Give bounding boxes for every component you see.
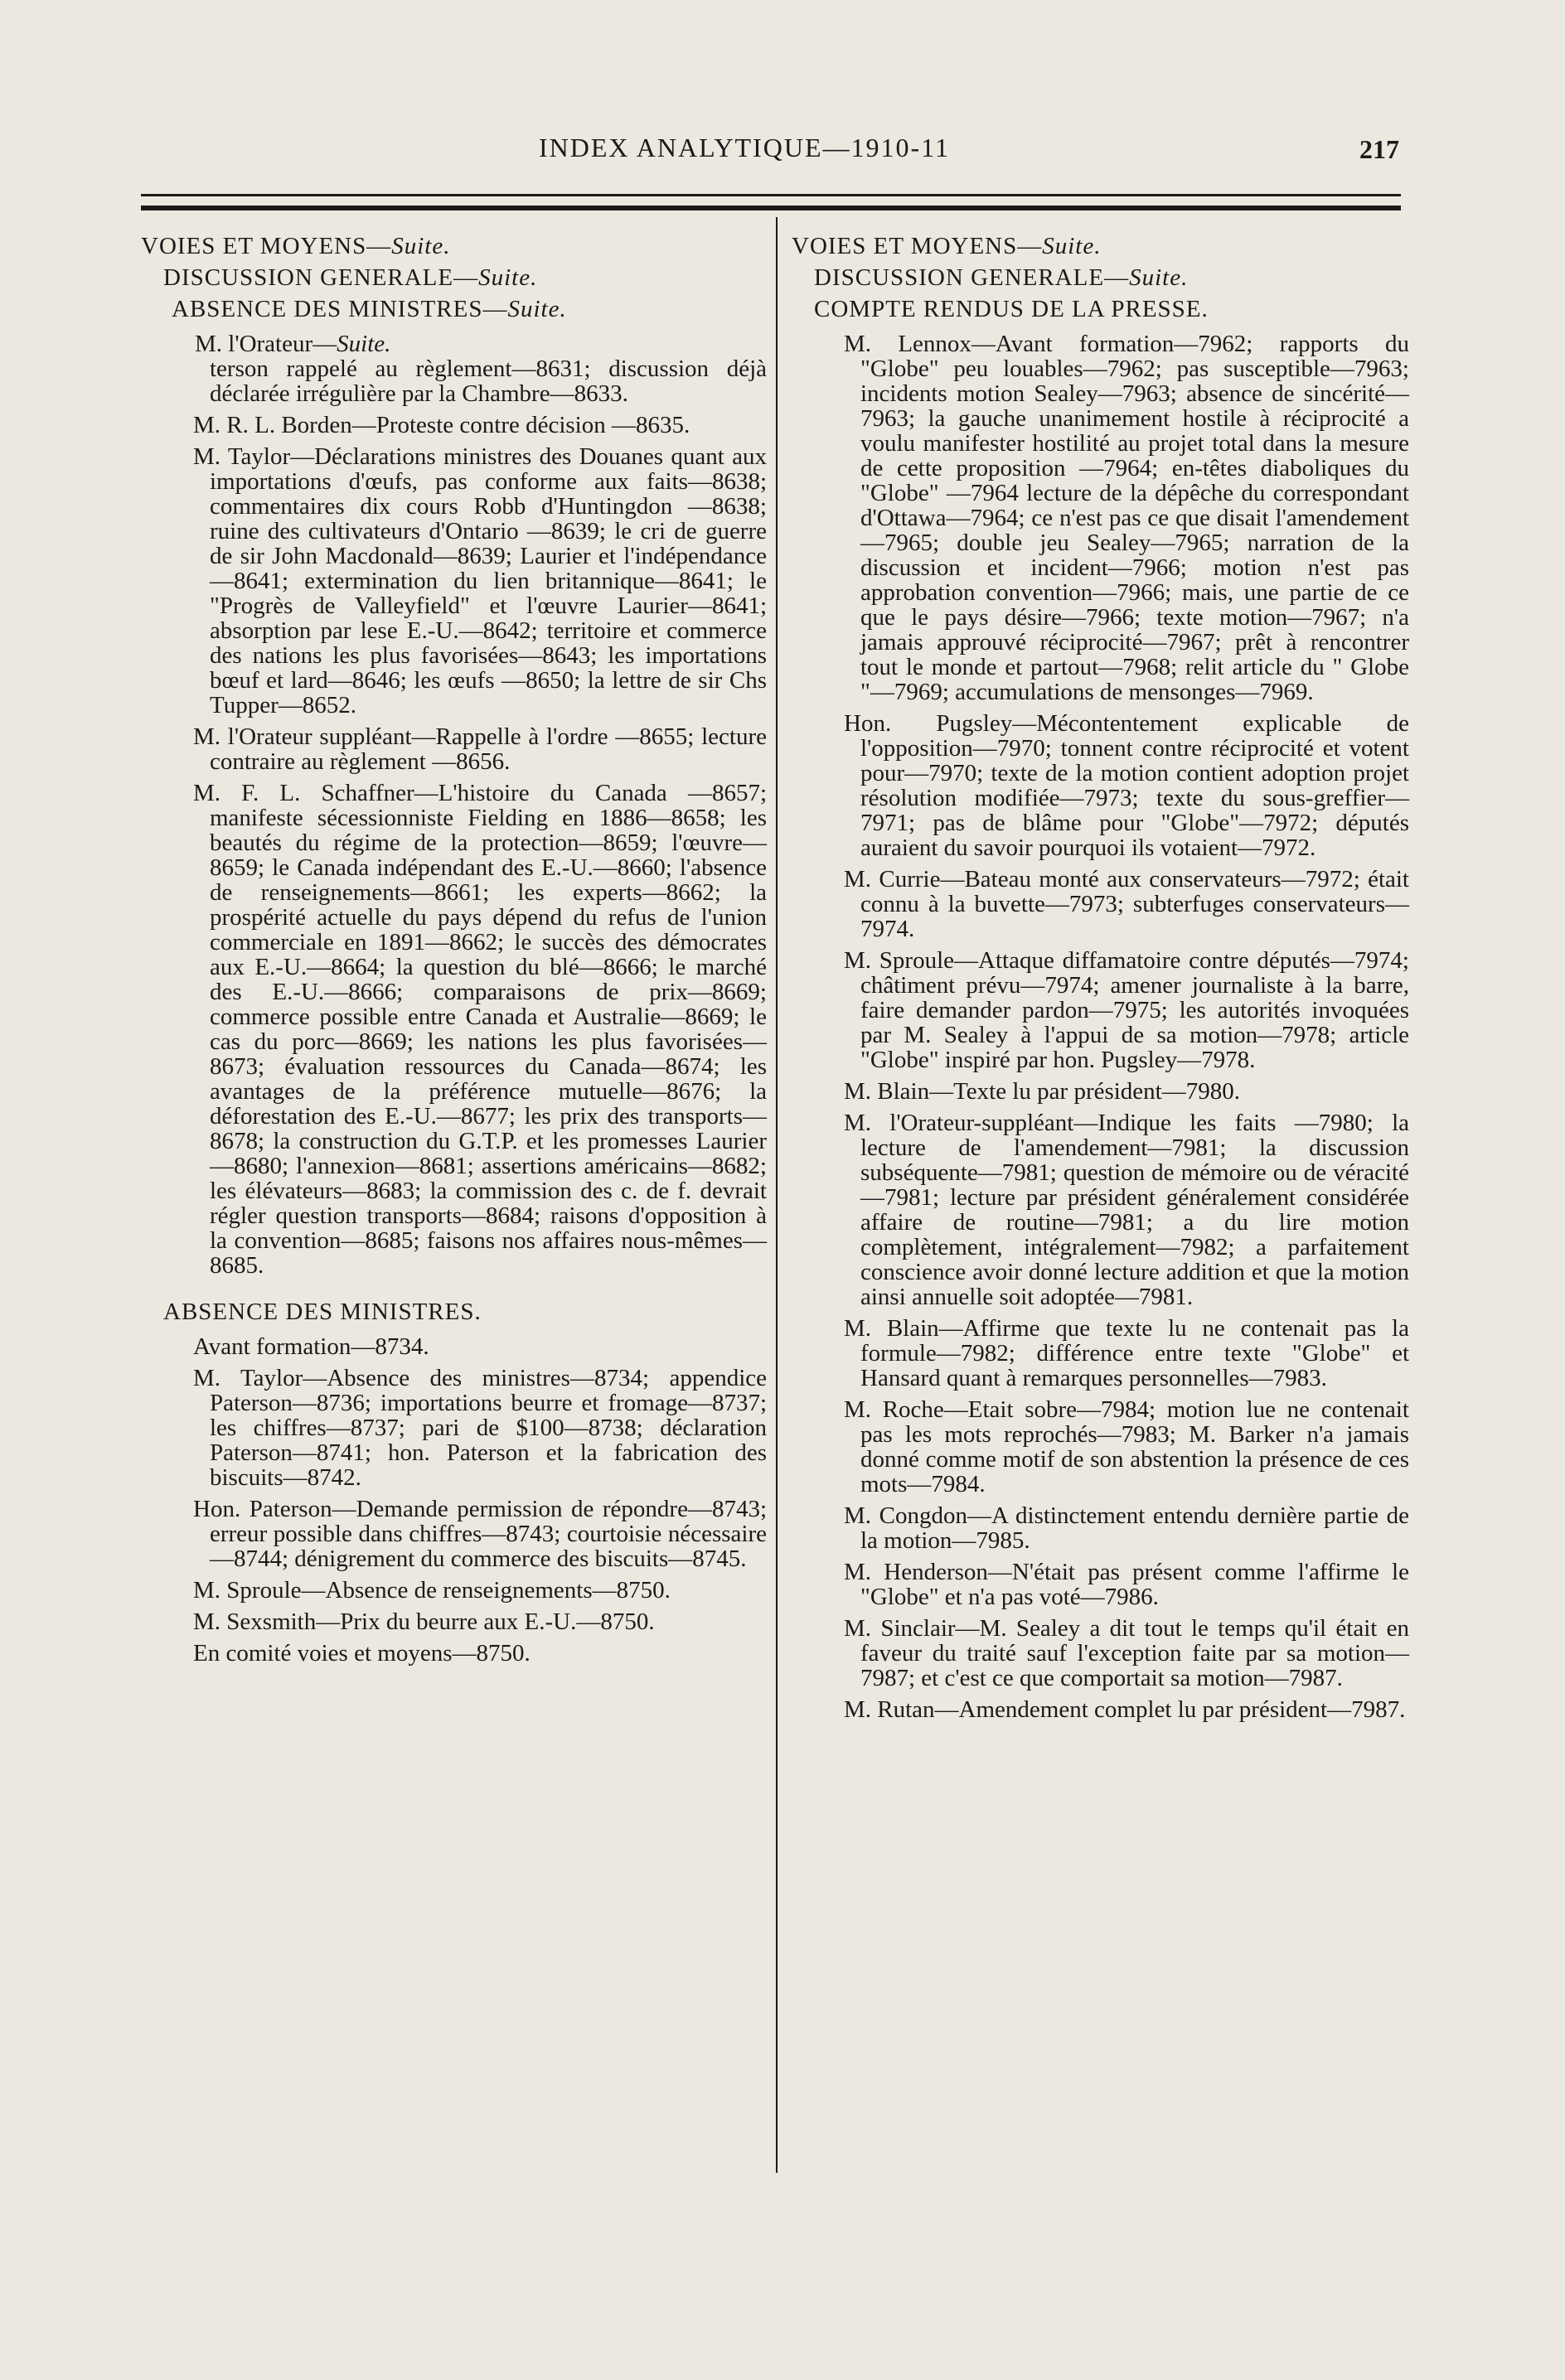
section-heading: VOIES ET MOYENS—Suite. xyxy=(141,233,451,259)
section-heading: VOIES ET MOYENS—Suite. xyxy=(792,233,1102,259)
index-entry: M. Taylor—Absence des ministres—8734; appendice Paterson—8736; importations beurre et fromage—8737; les chiffres—8737; pari de $100—8738; déclaration Paterson—8741; hon. Paterson et la fabrication des biscuits—8742. xyxy=(193,1365,767,1491)
index-entry: M. l'Orateur—Suite. xyxy=(195,331,391,357)
index-entry: M. Roche—Etait sobre—7984; motion lue ne contenait pas les mots reprochés—7983; M. Barker n'a jamais donné comme motif de son abstention la présence de ces mots—7984. xyxy=(844,1396,1409,1497)
index-entry: M. Henderson—N'était pas présent comme l'affirme le "Globe" et n'a pas voté—7986. xyxy=(844,1559,1409,1610)
index-entry: M. l'Orateur-suppléant—Indique les faits —7980; la lecture de l'amendement—7981; la discussion subséquente—7981; question de mémoire ou de véracité—7981; lecture par président généralement considérée affaire de routine—7981; a du lire motion complètement, intégralement—7982; a parfaitement conscience avoir donné lecture addition et que la motion ainsi annuelle soit adoptée—7981. xyxy=(844,1110,1409,1310)
index-entry: M. Blain—Texte lu par président—7980. xyxy=(844,1078,1240,1105)
index-entry: M. Lennox—Avant formation—7962; rapports du "Globe" peu louables—7962; pas susceptible—7963; incidents motion Sealey—7963; absence de sincérité—7963; la gauche unanimement hostile à réciprocité a voulu manifester hostilité au projet total dans la mesure de cette proposition —7964; en-têtes diaboliques du "Globe" —7964 lecture de la dépêche du correspondant d'Ottawa—7964; ce n'est pas ce que disait l'amendement—7965; double jeu Sealey—7965; narration de la discussion et incident—7966; motion n'est pas approbation convention—7966; mais, une partie de ce que le pays désire—7966; texte motion—7967; n'a jamais approuvé réciprocité—7967; prêt à rencontrer tout le monde et partout—7968; relit article du " Globe "—7969; accumulations de mensonges—7969. xyxy=(844,331,1409,705)
index-entry: M. l'Orateur suppléant—Rappelle à l'ordre —8655; lecture contraire au règlement —8656. xyxy=(193,723,767,775)
index-entry: M. R. L. Borden—Proteste contre décision —8635. xyxy=(193,412,690,438)
right-column xyxy=(792,230,1409,1729)
header-rule-thick xyxy=(141,206,1401,210)
index-entry: Avant formation—8734. xyxy=(193,1333,429,1360)
index-entry: Hon. Paterson—Demande permission de répondre—8743; erreur possible dans chiffres—8743; courtoisie nécessaire—8744; dénigrement du commerce des biscuits—8745. xyxy=(193,1496,767,1572)
index-entry: M. Currie—Bateau monté aux conservateurs—7972; était connu à la buvette—7973; subterfuges conservateurs—7974. xyxy=(844,866,1409,942)
index-entry: M. Sproule—Attaque diffamatoire contre députés—7974; châtiment prévu—7974; amener journaliste à la barre, faire demander pardon—7975; les autorités invoquées par M. Sealey à l'appui de sa motion—7978; article "Globe" inspiré par hon. Pugsley—7978. xyxy=(844,947,1409,1073)
subsection-heading: DISCUSSION GENERALE—Suite. xyxy=(814,264,1189,291)
index-entry: M. F. L. Schaffner—L'histoire du Canada —8657; manifeste sécessionniste Fielding en 1886—8658; les beautés du régime de la protection—8659; l'œuvre—8659; le Canada indépendant des E.-U.—8660; l'absence de renseignements—8661; les experts—8662; la prospérité actuelle du pays dépend du refus de l'union commerciale en 1891—8662; le succès des démocrates aux E.-U.—8664; la question du blé—8666; le marché des E.-U.—8666; comparaisons de prix—8669; commerce possible entre Canada et Australie—8669; le cas du porc—8669; les nations les plus favorisées—8673; évaluation ressources du Canada—8674; les avantages de la préférence mutuelle—8676; la déforestation des E.-U.—8677; les prix des transports—8678; la construction du G.T.P. et les promesses Laurier—8680; l'annexion—8681; assertions américains—8682; les élévateurs—8683; la commission des c. de f. devrait régler question transports—8684; raisons d'opposition à la convention—8685; faisons nos affaires nous-mêmes—8685. xyxy=(193,780,767,1279)
index-entry: M. Blain—Affirme que texte lu ne contenait pas la formule—7982; différence entre texte "Globe" et Hansard quant à remarques personnelles—7983. xyxy=(844,1315,1409,1391)
topic-heading: ABSENCE DES MINISTRES. xyxy=(163,1299,482,1325)
topic-heading: ABSENCE DES MINISTRES—Suite. xyxy=(172,296,567,322)
index-entry: M. Rutan—Amendement complet lu par président—7987. xyxy=(844,1696,1406,1723)
index-entry: Hon. Pugsley—Mécontentement explicable de l'opposition—7970; tonnent contre réciprocité et votent pour—7970; texte de la motion contient adoption projet résolution modifiée—7973; texte du sous-greffier—7971; pas de blâme pour "Globe"—7972; députés auraient du savoir pourquoi ils votaient—7972. xyxy=(844,710,1409,861)
index-entry-continued: terson rappelé au règlement—8631; discussion déjà déclarée irrégulière par la Chambre—8633. xyxy=(210,356,767,407)
index-entry: M. Sexsmith—Prix du beurre aux E.-U.—8750. xyxy=(193,1608,655,1635)
page-header xyxy=(0,133,1565,174)
column-divider xyxy=(776,217,778,2173)
index-entry: M. Taylor—Déclarations ministres des Douanes quant aux importations d'œufs, pas conforme aux faits—8638; commentaires dix cours Robb d'Huntingdon —8638; ruine des cultivateurs d'Ontario —8639; le cri de guerre de sir John Macdonald—8639; Laurier et l'indépendance —8641; extermination du lien britannique—8641; le "Progrès de Valleyfield" et l'œuvre Laurier—8641; absorption par lese E.-U.—8642; territoire et commerce des nations les plus favorisées—8643; les importations bœuf et lard—8646; les œufs —8650; la lettre de sir Chs Tupper—8652. xyxy=(193,443,767,718)
index-entry: En comité voies et moyens—8750. xyxy=(193,1640,531,1666)
subsection-heading: DISCUSSION GENERALE—Suite. xyxy=(163,264,538,291)
running-title: INDEX ANALYTIQUE—1910-11 xyxy=(539,133,950,162)
header-rule-thin xyxy=(141,194,1401,196)
left-column xyxy=(141,230,767,1672)
page-number: 217 xyxy=(1359,134,1399,164)
index-entry: M. Sproule—Absence de renseignements—8750. xyxy=(193,1577,671,1604)
topic-heading: COMPTE RENDUS DE LA PRESSE. xyxy=(814,296,1209,322)
index-entry: M. Congdon—A distinctement entendu dernière partie de la motion—7985. xyxy=(844,1502,1409,1554)
index-entry: M. Sinclair—M. Sealey a dit tout le temps qu'il était en faveur du traité sauf l'exception faite par sa motion—7987; et c'est ce que comportait sa motion—7987. xyxy=(844,1615,1409,1691)
